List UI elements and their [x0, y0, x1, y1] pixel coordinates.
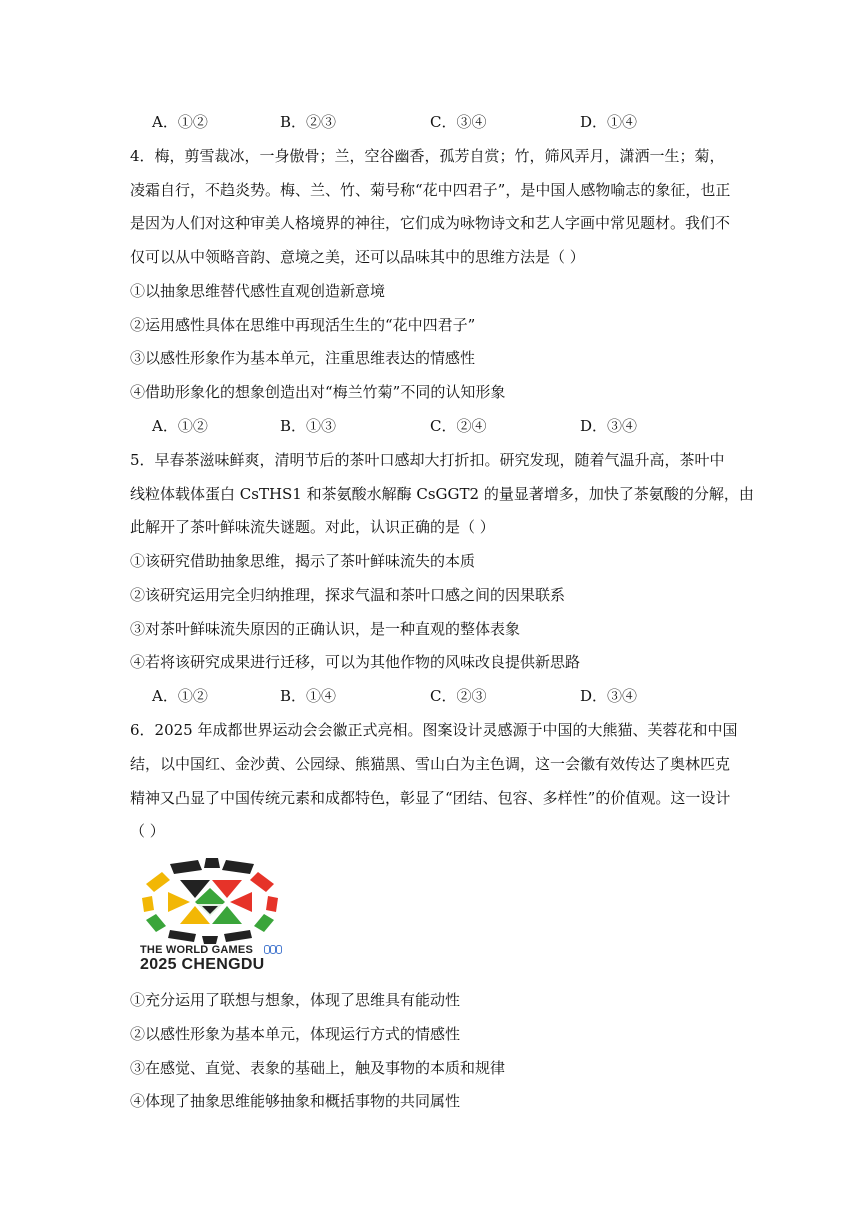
- logo-line-1: THE WORLD GAMES: [140, 944, 253, 956]
- q4-stem-line-1: 4．梅，剪雪裁冰，一身傲骨；兰，空谷幽香，孤芳自赏；竹，筛风弄月，潇洒一生；菊，: [130, 147, 725, 165]
- q4-option-d[interactable]: D．③④: [580, 417, 638, 435]
- q6-stem-line-3: 精神又凸显了中国传统元素和成都特色，彰显了“团结、包容、多样性”的价值观。这一设计: [130, 789, 731, 807]
- q5-item-1: ①该研究借助抽象思维，揭示了茶叶鲜味流失的本质: [130, 552, 476, 570]
- logo-line-2: 2025 CHENGDU: [140, 956, 265, 973]
- q6-item-4: ④体现了抽象思维能够抽象和概括事物的共同属性: [130, 1092, 461, 1110]
- q3-options: [152, 112, 712, 132]
- q3-option-c[interactable]: C．③④: [430, 113, 487, 131]
- q3-option-d[interactable]: D．①④: [580, 113, 638, 131]
- q6-item-3: ③在感觉、直觉、表象的基础上，触及事物的本质和规律: [130, 1059, 506, 1077]
- q5-stem-line-2: 线粒体载体蛋白 CsTHS1 和茶氨酸水解酶 CsGGT2 的量显著增多，加快了茶氨酸的分解，由: [130, 485, 754, 503]
- q5-option-d[interactable]: D．③④: [580, 687, 638, 705]
- q3-option-b[interactable]: B．②③: [280, 113, 337, 131]
- q5-stem-line-3: 此解开了茶叶鲜味流失谜题。对此，认识正确的是（ ）: [130, 518, 495, 536]
- q5-item-3: ③对茶叶鲜味流失原因的正确认识，是一种直观的整体表象: [130, 620, 521, 638]
- q5-option-a[interactable]: A．①②: [152, 687, 208, 705]
- world-games-emblem-icon: [140, 858, 290, 944]
- world-games-logo: [140, 858, 290, 973]
- q3-option-a[interactable]: A．①②: [152, 113, 208, 131]
- q4-option-c[interactable]: C．②④: [430, 417, 487, 435]
- q4-item-2: ②运用感性具体在思维中再现活生生的“花中四君子”: [130, 316, 476, 334]
- q6-stem-line-4: （ ）: [130, 822, 165, 840]
- q4-options: [152, 416, 712, 436]
- q5-stem-line-1: 5．早春茶滋味鲜爽，清明节后的茶叶口感却大打折扣。研究发现，随着气温升高，茶叶中: [130, 451, 725, 469]
- q4-stem-line-2: 凌霜自行，不趋炎势。梅、兰、竹、菊号称“花中四君子”，是中国人感物喻志的象征，也正: [130, 181, 731, 199]
- q4-item-1: ①以抽象思维替代感性直观创造新意境: [130, 282, 386, 300]
- logo-rings-icon: [264, 945, 282, 954]
- q4-stem-line-4: 仅可以从中领略音韵、意境之美，还可以品味其中的思维方法是（ ）: [130, 248, 585, 266]
- q4-stem-line-3: 是因为人们对这种审美人格境界的神往，它们成为咏物诗文和艺人字画中常见题材。我们不: [130, 214, 731, 232]
- q5-option-b[interactable]: B．①④: [280, 687, 337, 705]
- q4-item-3: ③以感性形象作为基本单元，注重思维表达的情感性: [130, 349, 476, 367]
- q6-item-2: ②以感性形象为基本单元，体现运行方式的情感性: [130, 1025, 461, 1043]
- q4-item-4: ④借助形象化的想象创造出对“梅兰竹菊”不同的认知形象: [130, 383, 506, 401]
- q5-item-2: ②该研究运用完全归纳推理，探求气温和茶叶口感之间的因果联系: [130, 586, 566, 604]
- q4-option-a[interactable]: A．①②: [152, 417, 208, 435]
- q4-option-b[interactable]: B．①③: [280, 417, 337, 435]
- q6-stem-line-1: 6．2025 年成都世界运动会会徽正式亮相。图案设计灵感源于中国的大熊猫、芙蓉花和中国: [130, 721, 738, 739]
- q5-options: [152, 686, 712, 706]
- q5-option-c[interactable]: C．②③: [430, 687, 487, 705]
- q5-item-4: ④若将该研究成果进行迁移，可以为其他作物的风味改良提供新思路: [130, 653, 581, 671]
- q6-stem-line-2: 结，以中国红、金沙黄、公园绿、熊猫黑、雪山白为主色调，这一会徽有效传达了奥林匹克: [130, 755, 731, 773]
- q6-item-1: ①充分运用了联想与想象，体现了思维具有能动性: [130, 991, 461, 1009]
